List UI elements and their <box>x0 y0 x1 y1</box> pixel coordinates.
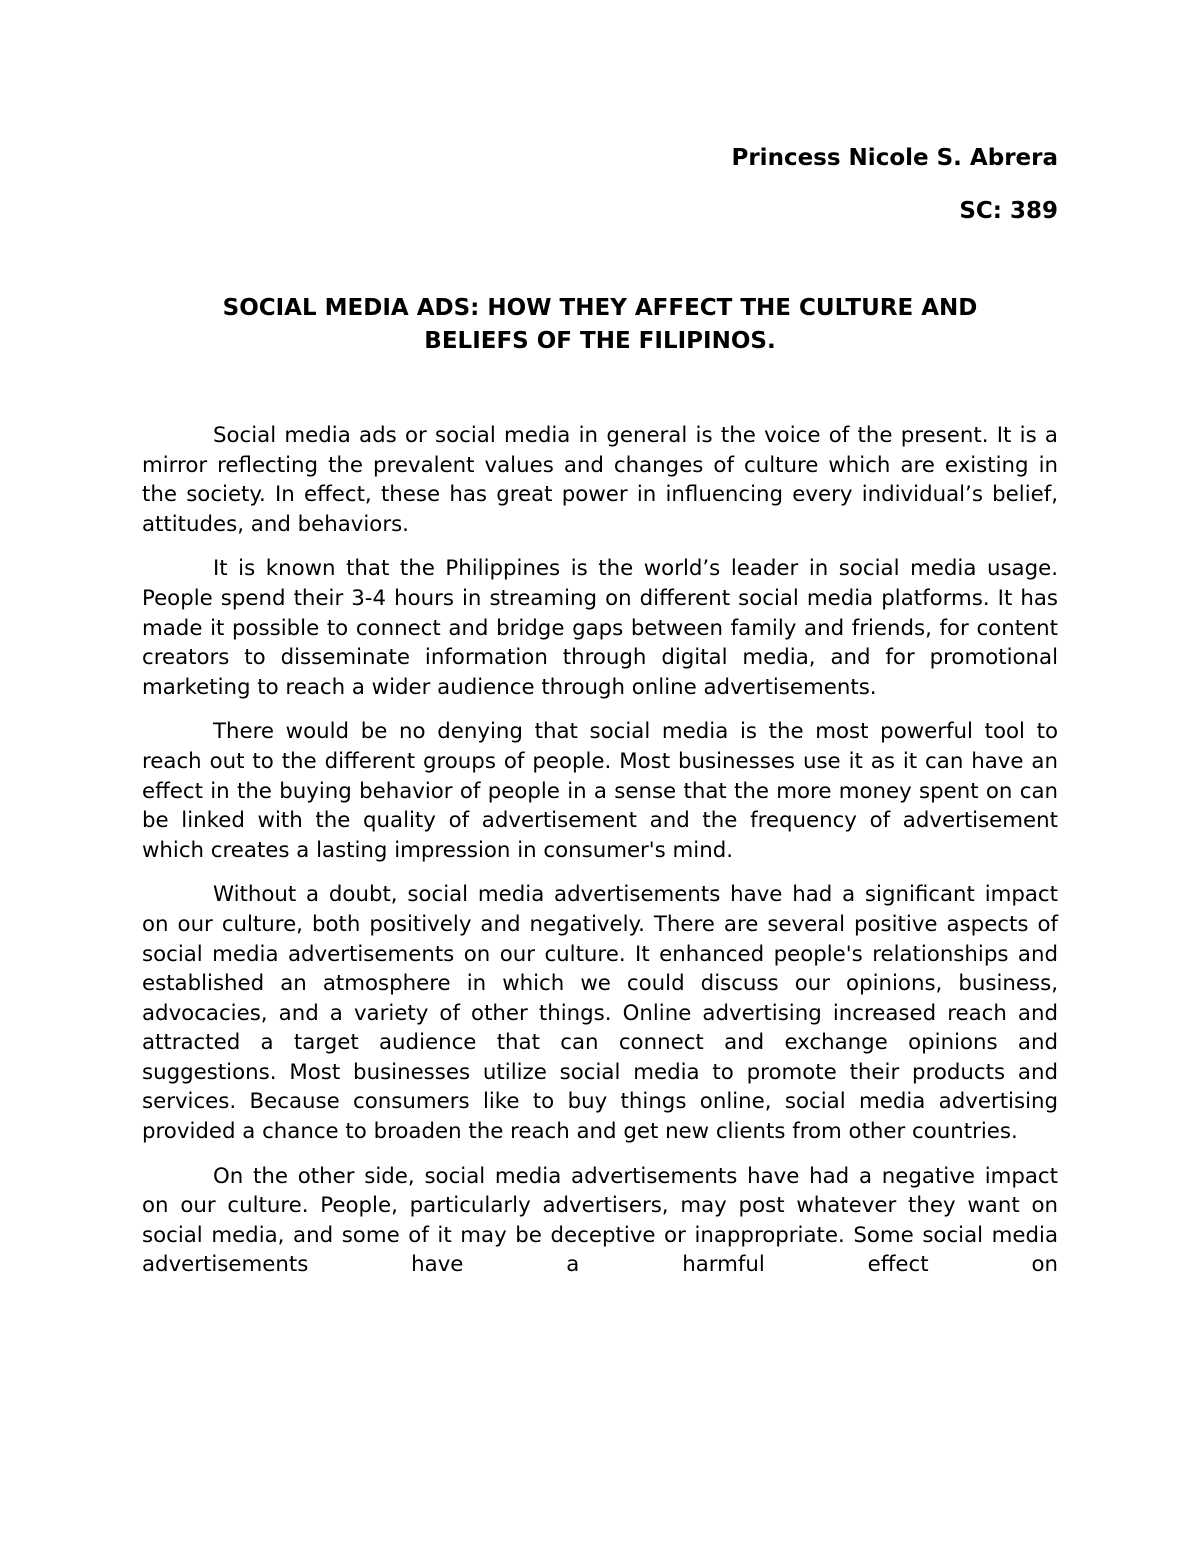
paragraph-1: Social media ads or social media in general is the voice of the present. It is a mirror reflecting the prevalent values and changes of culture which are existing in the society. In effect, these has great power in influencing every individual’s belief, attitudes, and behaviors. <box>142 423 1058 537</box>
author-name: Princess Nicole S. Abrera <box>731 145 1058 171</box>
paragraph-2: It is known that the Philippines is the world’s leader in social media usage. People spend their 3-4 hours in streaming on different social media platforms. It has made it possible to connect and bridge gaps between family and friends, for content creators to disseminate information through digital media, and for promotional marketing to reach a wider audience through online advertisements. <box>142 556 1058 700</box>
document-body <box>142 421 1058 1295</box>
paragraph-4: Without a doubt, social media advertisements have had a significant impact on our culture, both positively and negatively. There are several positive aspects of social media advertisements on our culture. It enhanced people's relationships and established an atmosphere in which we could discuss our opinions, business, advocacies, and a variety of other things. Online advertising increased reach and attracted a target audience that can connect and exchange opinions and suggestions. Most businesses utilize social media to promote their products and services. Because consumers like to buy things online, social media advertising provided a chance to broaden the reach and get new clients from other countries. <box>142 882 1058 1145</box>
paragraph-3: There would be no denying that social media is the most powerful tool to reach out to the different groups of people. Most businesses use it as it can have an effect in the buying behavior of people in a sense that the more money spent on can be linked with the quality of advertisement and the frequency of advertisement which creates a lasting impression in consumer's mind. <box>142 719 1058 863</box>
document-title <box>142 292 1058 358</box>
title-line-1: SOCIAL MEDIA ADS: HOW THEY AFFECT THE CULTURE AND <box>222 295 978 321</box>
student-code: SC: 389 <box>959 198 1058 224</box>
paragraph-5: On the other side, social media advertisements have had a negative impact on our culture. People, particularly advertisers, may post whatever they want on social media, and some of it may be deceptive or inappropriate. Some social media advertisements have a harmful effect on <box>142 1163 1058 1278</box>
title-line-2: BELIEFS OF THE FILIPINOS. <box>424 328 776 354</box>
author-header <box>731 140 1058 229</box>
